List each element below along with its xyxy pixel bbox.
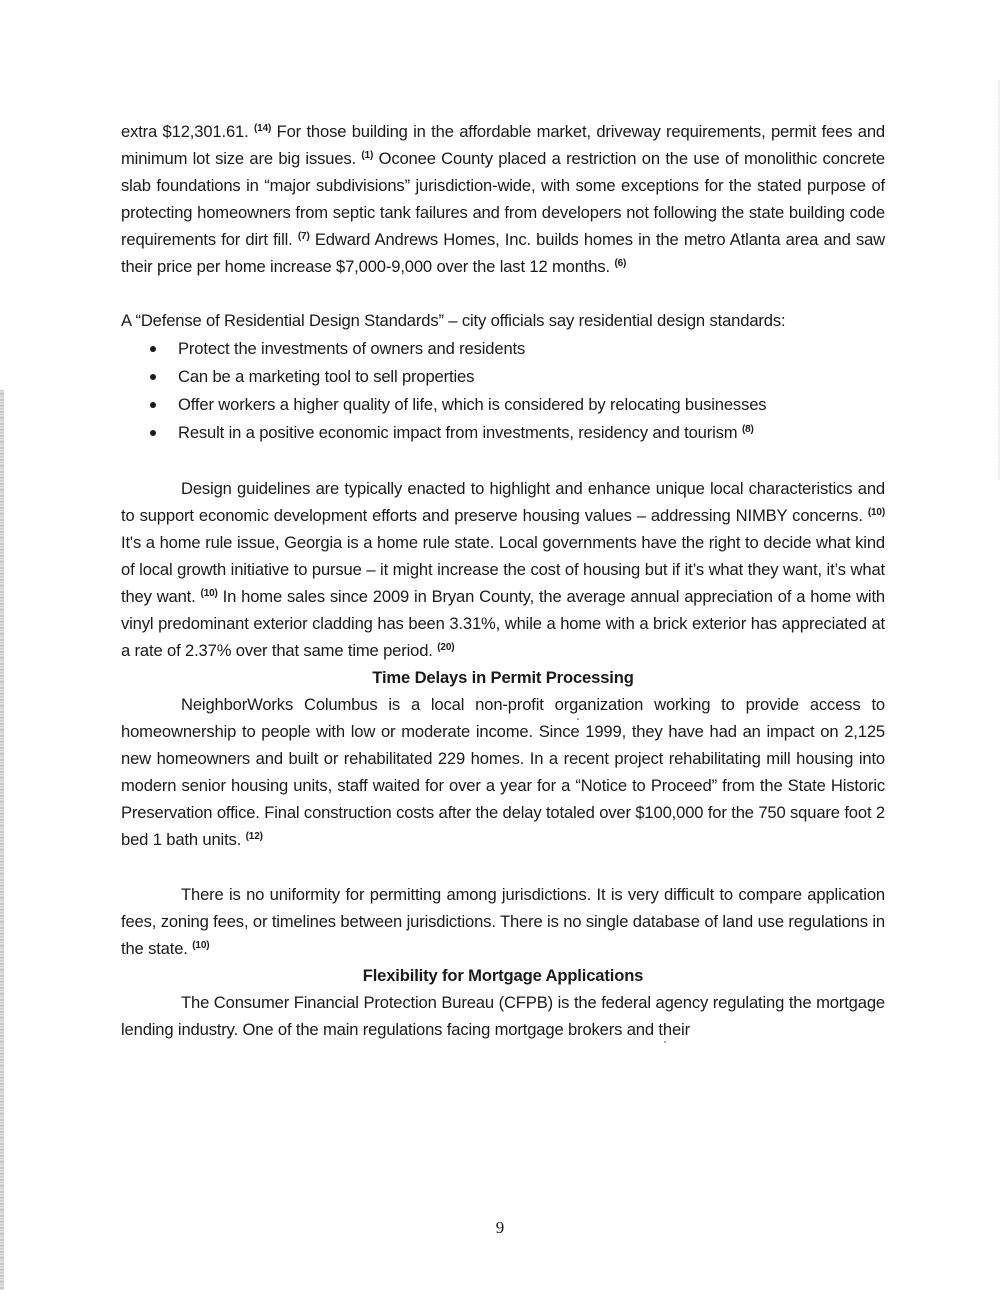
- paragraph-text: Design guidelines are typically enacted to highlight and enhance unique local characteristics and to support economic development efforts and preserve housing values – addressing NIMBY concerns.: [121, 479, 885, 525]
- paragraph-text: There is no uniformity for permitting among jurisdictions. It is very difficult to compare application fees, zoning fees, or timelines between jurisdictions. There is no single database of land use regulations in the state.: [121, 885, 885, 958]
- list-item: [121, 335, 885, 363]
- list-item-text: Offer workers a higher quality of life, which is considered by relocating businesses: [178, 395, 767, 414]
- paragraph-text: Edward Andrews Homes, Inc. builds homes in the metro Atlanta area and saw their price per home increase $7,000-9,000 over the last 12 months.: [121, 230, 886, 276]
- list-item-text: Result in a positive economic impact from investments, residency and tourism: [178, 423, 742, 442]
- paragraph-text: It's a home rule issue, Georgia is a home rule state. Local governments have the right to decide what kind of local growth initiative to pursue – it might increase the cost of housing but if it’s what they want, it’s what they want.: [121, 533, 885, 606]
- citation-ref: (8): [741, 424, 754, 435]
- scan-speck: [577, 718, 579, 720]
- list-item-text: Can be a marketing tool to sell properties: [178, 367, 475, 386]
- bullet-icon: [150, 346, 156, 352]
- paragraph-text: The Consumer Financial Protection Bureau (CFPB) is the federal agency regulating the mortgage lending industry. One of the main regulations facing mortgage brokers and their: [121, 993, 885, 1039]
- page-number: 9: [495, 1218, 505, 1237]
- paragraph-text: In home sales since 2009 in Bryan County, the average annual appreciation of a home with vinyl predominant exterior cladding has been 3.31%, while a home with a brick exterior has appreciated at a rate of 2.37% over that same time period.: [121, 587, 885, 660]
- citation-ref: (20): [437, 642, 455, 653]
- paragraph-text: extra $12,301.61.: [121, 122, 254, 141]
- citation-ref: (14): [254, 123, 272, 134]
- citation-ref: (10): [200, 588, 218, 599]
- design-guidelines-paragraph: [121, 475, 885, 664]
- citation-ref: (6): [614, 258, 627, 269]
- paragraph-text: Oconee County placed a restriction on the use of monolithic concrete slab foundations in “major subdivisions” jurisdiction-wide, with some exceptions for the stated purpose of protecting homeowners from septic tank failures and from developers not following the state building code requirements for dirt fill.: [121, 149, 885, 249]
- list-item: [121, 391, 885, 419]
- list-item-text: Protect the investments of owners and residents: [178, 339, 526, 358]
- scan-speck: [664, 1041, 666, 1043]
- paragraph-text: For those building in the affordable market, driveway requirements, permit fees and minimum lot size are big issues.: [121, 122, 885, 168]
- citation-ref: (12): [245, 831, 263, 842]
- cfpb-paragraph: [121, 989, 885, 1043]
- defense-bullet-list: [121, 335, 885, 447]
- paragraph-text: NeighborWorks Columbus is a local non-profit organization working to provide access to homeownership to people with low or moderate income. Since 1999, they have had an impact on 2,125 new homeowners and built or rehabilitated 229 homes. In a recent project rehabilitating mill housing into modern senior housing units, staff waited for over a year for a “Notice to Proceed” from the State Historic Preservation office. Final construction costs after the delay totaled over $100,000 for the 750 square foot 2 bed 1 bath units.: [121, 695, 885, 849]
- bullet-icon: [150, 430, 156, 436]
- scan-edge-artifact-left: [0, 390, 4, 1290]
- section-heading-time-delays: Time Delays in Permit Processing: [372, 668, 634, 687]
- list-item: [121, 419, 885, 447]
- citation-ref: (10): [192, 940, 210, 951]
- citation-ref: (7): [297, 231, 310, 242]
- bullet-icon: [150, 374, 156, 380]
- permitting-uniformity-paragraph: [121, 881, 885, 962]
- document-page: [121, 118, 885, 1043]
- bullet-icon: [150, 402, 156, 408]
- intro-paragraph: [121, 118, 885, 280]
- defense-lead-sentence: A “Defense of Residential Design Standards” – city officials say residential design standards:: [121, 311, 786, 330]
- list-item: [121, 363, 885, 391]
- section-heading-mortgage: Flexibility for Mortgage Applications: [362, 966, 644, 985]
- citation-ref: (1): [361, 150, 374, 161]
- citation-ref: (10): [867, 507, 885, 518]
- neighborworks-paragraph: [121, 691, 885, 853]
